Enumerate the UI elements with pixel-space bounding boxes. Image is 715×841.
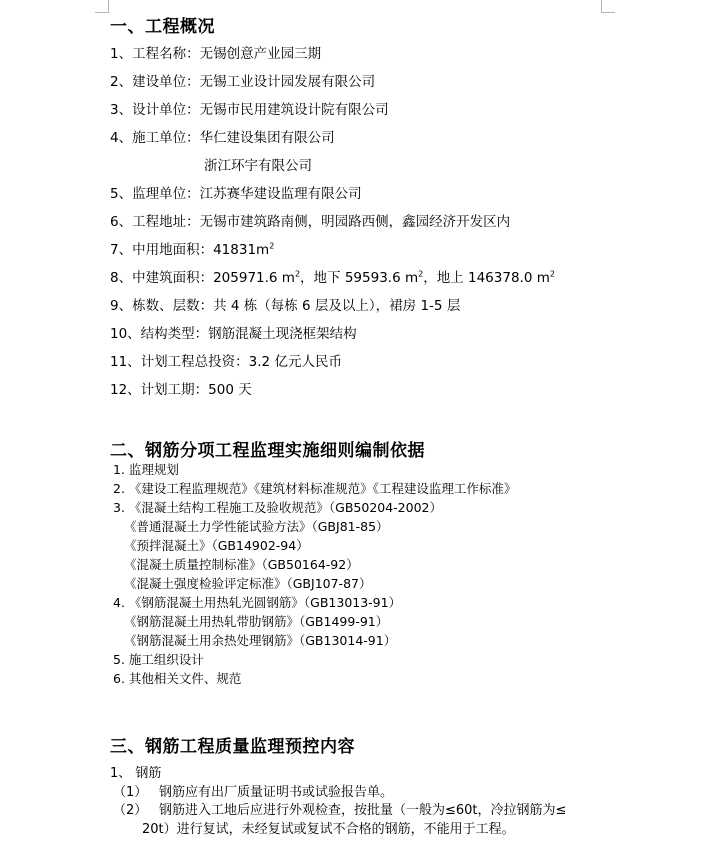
ref-item: 2. 《建设工程监理规范》《建筑材料标准规范》《工程建设监理工作标准》 bbox=[113, 481, 517, 496]
builder-line: 2、建设单位：无锡工业设计园发展有限公司 bbox=[110, 74, 376, 90]
para-2-text-line-1: 钢筋进入工地后应进行外观检查，按批量（一般为≤60t，冷拉钢筋为≤ bbox=[159, 803, 567, 818]
structure-type-line: 10、结构类型：钢筋混凝土现浇框架结构 bbox=[110, 326, 357, 342]
ref-item: 《普通混凝土力学性能试验方法》（GBJ81-85） bbox=[124, 519, 389, 534]
margin-mark-left bbox=[95, 0, 109, 13]
para-1-text: 钢筋应有出厂质量证明书或试验报告单。 bbox=[159, 785, 394, 800]
duration-line: 12、计划工期：500 天 bbox=[110, 382, 252, 398]
contractor-line-2: 浙江环宇有限公司 bbox=[204, 158, 312, 174]
section-3-title: 三、钢筋工程质量监理预控内容 bbox=[110, 737, 355, 757]
ref-item: 《混凝土强度检验评定标准》（GBJ107-87） bbox=[124, 576, 372, 591]
supervisor-line: 5、监理单位：江苏赛华建设监理有限公司 bbox=[110, 186, 362, 202]
ref-item: 《预拌混凝土》（GB14902-94） bbox=[124, 538, 309, 553]
ref-item: 6. 其他相关文件、规范 bbox=[113, 671, 242, 686]
ref-item: 4. 《钢筋混凝土用热轧光圆钢筋》（GB13013-91） bbox=[113, 595, 402, 610]
ref-item: 5. 施工组织设计 bbox=[113, 652, 204, 667]
ref-item: 《钢筋混凝土用热轧带肋钢筋》（GB1499-91） bbox=[124, 614, 389, 629]
address-line: 6、工程地址：无锡市建筑路南侧，明园路西侧，鑫园经济开发区内 bbox=[110, 214, 511, 230]
para-2-number: （2） bbox=[113, 803, 148, 818]
section-2-title: 二、钢筋分项工程监理实施细则编制依据 bbox=[110, 441, 425, 461]
rebar-subheading: 1、 钢筋 bbox=[110, 766, 162, 781]
ref-item: 《混凝土质量控制标准》（GB50164-92） bbox=[124, 557, 359, 572]
buildings-floors-line: 9、栋数、层数：共 4 栋（每栋 6 层及以上），裙房 1-5 层 bbox=[110, 298, 461, 314]
margin-mark-right bbox=[601, 0, 615, 13]
section-1-title: 一、工程概况 bbox=[110, 17, 215, 37]
contractor-line: 4、施工单位：华仁建设集团有限公司 bbox=[110, 130, 335, 146]
ref-item: 3. 《混凝土结构工程施工及验收规范》（GB50204-2002） bbox=[113, 500, 442, 515]
ref-item: 1. 监理规划 bbox=[113, 462, 179, 477]
para-2-text-line-2: 20t）进行复试，未经复试或复试不合格的钢筋，不能用于工程。 bbox=[142, 822, 515, 837]
para-1-number: （1） bbox=[113, 785, 148, 800]
project-name-line: 1、工程名称：无锡创意产业园三期 bbox=[110, 46, 322, 62]
ref-item: 《钢筋混凝土用余热处理钢筋》（GB13014-91） bbox=[124, 633, 397, 648]
building-area-line: 8、中建筑面积：205971.6 $m^2$，地下 59593.6 $m^2$，地上 146378.0 $m^2$ bbox=[110, 269, 555, 286]
designer-line: 3、设计单位：无锡市民用建筑设计院有限公司 bbox=[110, 102, 389, 118]
investment-line: 11、计划工程总投资：3.2 亿元人民币 bbox=[110, 354, 342, 370]
land-area-line: 7、中用地面积：$41831m^2$ bbox=[110, 241, 275, 258]
